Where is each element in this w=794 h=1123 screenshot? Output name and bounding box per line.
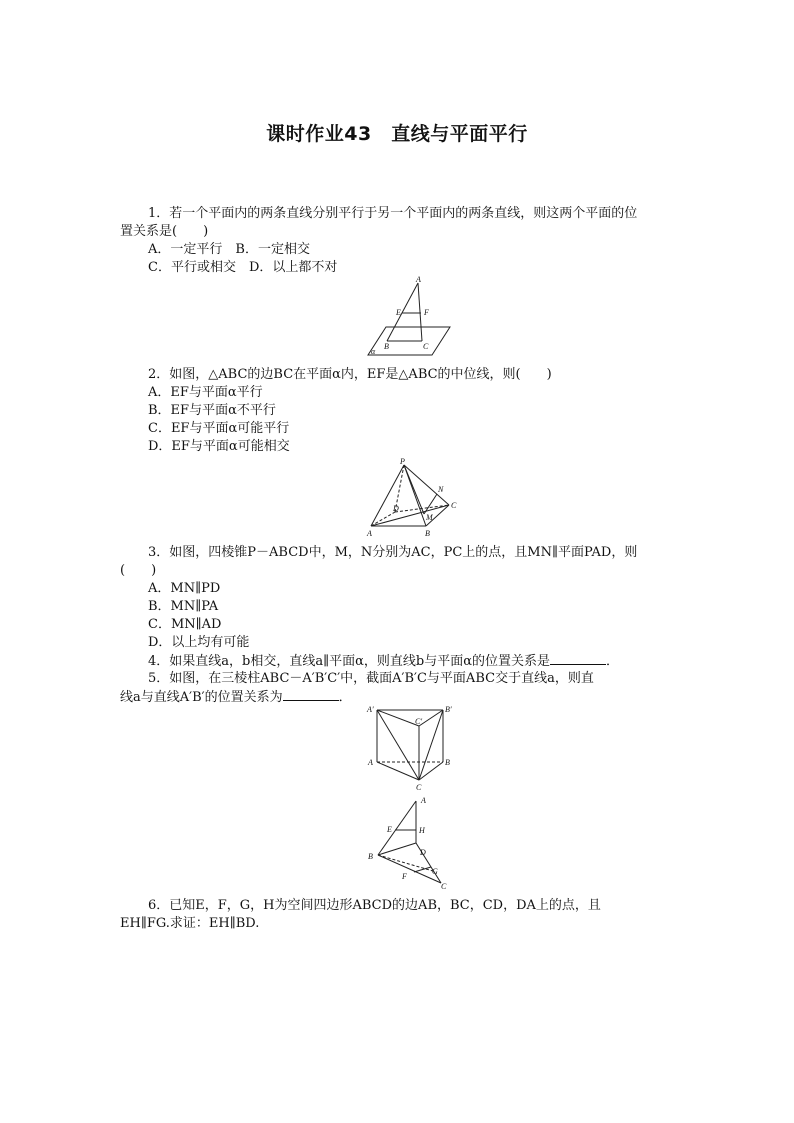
label-A: A (368, 758, 373, 767)
label-C: C (451, 501, 457, 510)
label-N: N (438, 485, 444, 494)
label-C: C (416, 783, 422, 792)
q5-line2 (120, 688, 352, 707)
q1-options-row2: C．平行或相交 D．以上都不对 (148, 260, 338, 275)
label-B: B (368, 852, 373, 861)
label-P: P (400, 457, 405, 466)
q4-end: ． (605, 654, 619, 669)
q1-line2: 置关系是( ) (120, 224, 209, 239)
q1-line1: 1．若一个平面内的两条直线分别平行于另一个平面内的两条直线，则这两个平面的位 (148, 206, 638, 221)
label-alpha: α (371, 347, 376, 356)
q5-text: 线a与直线A′B′的位置关系为 (120, 690, 283, 705)
q4-text: 4．如果直线a，b相交，直线a∥平面α，则直线b与平面α的位置关系是 (148, 654, 550, 669)
q2-option-b: B．EF与平面α不平行 (148, 403, 276, 418)
label-M: M (426, 513, 433, 522)
label-F: F (402, 872, 407, 881)
label-C: C (441, 882, 447, 891)
q2-stem: 2．如图，△ABC的边BC在平面α内，EF是△ABC的中位线，则( ) (148, 367, 552, 382)
label-B-prime: B′ (445, 705, 452, 714)
figure-prism (365, 702, 460, 797)
label-A: A (416, 275, 421, 284)
label-B: B (445, 758, 450, 767)
page-title: 课时作业43 直线与平面平行 (266, 123, 528, 145)
q2-option-a: A．EF与平面α平行 (148, 385, 263, 400)
label-G: G (432, 867, 438, 876)
edge-AB (387, 283, 418, 341)
q3-line2: ( ) (120, 563, 157, 578)
q6-line1: 6．已知E，F，G，H为空间四边形ABCD的边AB，BC，CD，DA上的点，且 (148, 898, 601, 913)
label-A-prime: A′ (367, 705, 374, 714)
q3-line1: 3．如图，四棱锥P－ABCD中，M，N分别为AC，PC上的点，且MN∥平面PAD，则 (148, 545, 638, 560)
figure-triangle-plane (368, 275, 458, 360)
q1-options-row1: A．一定平行 B．一定相交 (148, 242, 310, 257)
figure-spatial-quadrilateral (365, 793, 460, 893)
q2-option-c: C．EF与平面α可能平行 (148, 421, 290, 436)
q4-line (148, 652, 619, 671)
label-B: B (425, 529, 430, 538)
label-A: A (367, 529, 372, 538)
q6-line2: EH∥FG.求证：EH∥BD. (120, 916, 260, 931)
q5-answer-blank[interactable] (283, 688, 339, 701)
q2-option-d: D．EF与平面α可能相交 (148, 439, 290, 454)
label-B: B (384, 342, 389, 351)
label-D: D (420, 848, 426, 857)
q5-end: ． (338, 690, 352, 705)
q3-option-a: A．MN∥PD (148, 581, 221, 596)
figure-pyramid (362, 456, 462, 541)
q3-option-b: B．MN∥PA (148, 599, 219, 614)
label-H: H (419, 826, 425, 835)
label-F: F (424, 308, 429, 317)
q4-answer-blank[interactable] (550, 652, 606, 665)
label-C: C (423, 342, 429, 351)
q5-line1: 5．如图，在三棱柱ABC－A′B′C′中，截面A′B′C与平面ABC交于直线a，则直 (148, 671, 594, 686)
label-E: E (396, 308, 401, 317)
edge-AC (418, 283, 422, 341)
q3-option-d: D．以上均有可能 (148, 635, 250, 650)
label-A: A (421, 796, 426, 805)
label-C-prime: C′ (415, 717, 423, 726)
label-D: D (393, 504, 399, 513)
label-E: E (387, 825, 392, 834)
q3-option-c: C．MN∥AD (148, 617, 222, 632)
